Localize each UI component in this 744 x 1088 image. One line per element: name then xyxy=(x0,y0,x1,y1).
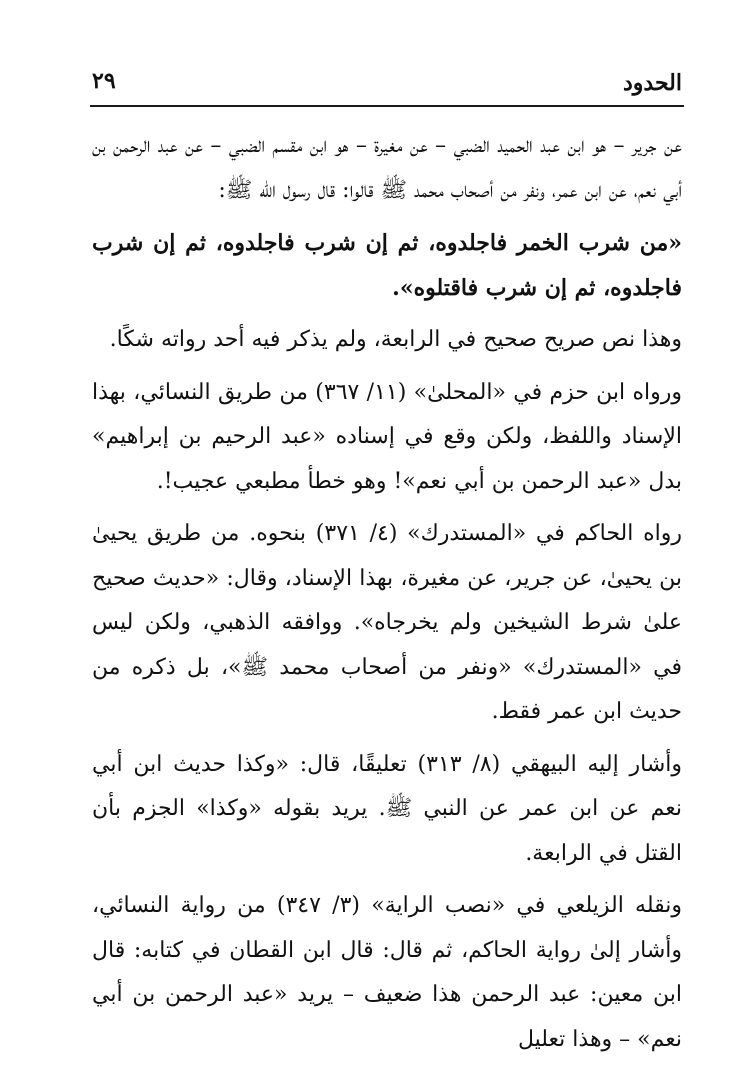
paragraph-al-zaylai: ونقله الزيلعي في «نصب الراية» (٣/ ٣٤٧) من رواية النسائي، وأشار إلىٰ رواية الحاكم، ثم قال: قال ابن القطان في كتابه: قال ابن معين: عبد الرحمن هذا ضعيف – يريد «عبد الرحمن بن أبي نعم» – وهذا تعليل xyxy=(92,893,683,1052)
page-header xyxy=(92,64,682,104)
paragraph-ibn-hazm: ورواه ابن حزم في «المحلىٰ» (١١/ ٣٦٧) من طريق النسائي، بهذا الإسناد واللفظ، ولكن وقع في إسناده «عبد الرحيم بن إبراهيم» بدل «عبد الرحمن بن أبي نعم»! وهو خطأ مطبعي عجيب!. xyxy=(92,379,683,494)
paragraph-al-hakim: رواه الحاكم في «المستدرك» (٤/ ٣٧١) بنحوه. من طريق يحيىٰ بن يحيىٰ، عن جرير، عن مغيرة، بهذا الإسناد، وقال: «حديث صحيح علىٰ شرط الشيخين ولم يخرجاه». ووافقه الذهبي، ولكن ليس في «المستدرك» «ونفر من أصحاب محمد ﷺ»، بل ذكره من حديث ابن عمر فقط. xyxy=(92,521,683,724)
running-title: الحدود xyxy=(623,70,682,96)
paragraph-isnad: عن جرير – هو ابن عبد الحميد الضبي – عن مغيرة – هو ابن مقسم الضبي – عن عبد الرحمن بن أبي نعم، عن ابن عمر، ونفر من أصحاب محمد ﷺ قالوا: قال رسول اللّه ﷺ: xyxy=(92,133,682,203)
paragraph-comment: وهذا نص صريح صحيح في الرابعة، ولم يذكر فيه أحد رواته شكًا. xyxy=(109,327,682,352)
page-number: ٢٩ xyxy=(92,68,116,94)
page-body xyxy=(92,124,682,1062)
paragraph-al-bayhaqi: وأشار إليه البيهقي (٨/ ٣١٣) تعليقًا، قال: «وكذا حديث ابن أبي نعم عن ابن عمر عن النبي ﷺ. يريد بقوله «وكذا» الجزم بأن القتل في الرابعة. xyxy=(92,751,682,866)
header-rule xyxy=(90,105,684,107)
paragraph-hadith-text: «من شرب الخمر فاجلدوه، ثم إن شرب فاجلدوه، ثم إن شرب فاجلدوه، ثم إن شرب فاقتلوه». xyxy=(92,230,682,301)
